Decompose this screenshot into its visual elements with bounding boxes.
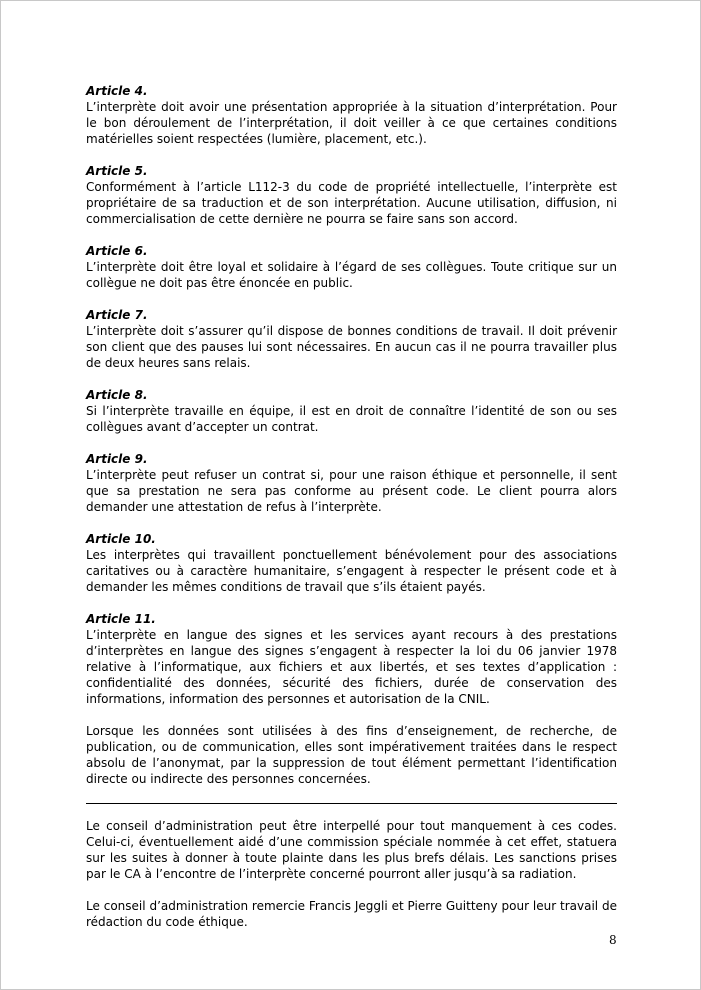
article-paragraph: L’interprète doit avoir une présentation appropriée à la situation d’interprétation. Pour le bon déroulement de l’interprétation, il doit veiller à ce que certaines conditions matérielles soient respectées (lumière, placement, etc.). — [86, 100, 617, 146]
article-paragraph: L’interprète doit être loyal et solidaire à l’égard de ses collègues. Toute critique sur un collègue ne doit pas être énoncée en public. — [86, 260, 617, 290]
article-9 — [86, 451, 617, 515]
document-body — [86, 83, 617, 946]
article-4 — [86, 83, 617, 147]
article-title: Article 6. — [86, 244, 148, 258]
section-divider — [86, 803, 617, 804]
article-title: Article 11. — [86, 612, 156, 626]
article-title: Article 10. — [86, 532, 156, 546]
article-8 — [86, 387, 617, 435]
article-title: Article 9. — [86, 452, 148, 466]
footer-paragraph: Le conseil d’administration peut être interpellé pour tout manquement à ces codes. Celui-ci, éventuellement aidé d’une commission spéciale nommée à cet effet, statuera sur les suites à donner à toute plainte dans les plus brefs délais. Les sanctions prises par le CA à l’encontre de l’interprète concerné pourront aller jusqu’à sa radiation. — [86, 819, 617, 881]
article-5 — [86, 163, 617, 227]
article-paragraph: Lorsque les données sont utilisées à des fins d’enseignement, de recherche, de publication, ou de communication, elles sont impérativement traitées dans le respect absolu de l’anonymat, par la suppression de tout élément permettant l’identification directe ou indirecte des personnes concernées. — [86, 724, 617, 786]
article-10 — [86, 531, 617, 595]
article-title: Article 4. — [86, 84, 148, 98]
article-6 — [86, 243, 617, 291]
article-paragraph: L’interprète peut refuser un contrat si, pour une raison éthique et personnelle, il sent que sa prestation ne sera pas conforme au présent code. Le client pourra alors demander une attestation de refus à l’interprète. — [86, 468, 617, 514]
article-11 — [86, 611, 617, 787]
article-title: Article 7. — [86, 308, 148, 322]
article-paragraph: Si l’interprète travaille en équipe, il est en droit de connaître l’identité de son ou ses collègues avant d’accepter un contrat. — [86, 404, 617, 434]
article-title: Article 5. — [86, 164, 148, 178]
page-number: 8 — [609, 933, 617, 947]
footer-paragraph: Le conseil d’administration remercie Francis Jeggli et Pierre Guitteny pour leur travail de rédaction du code éthique. — [86, 899, 617, 929]
article-paragraph: L’interprète doit s’assurer qu’il dispose de bonnes conditions de travail. Il doit prévenir son client que des pauses lui sont nécessaires. En aucun cas il ne pourra travailler plus de deux heures sans relais. — [86, 324, 617, 370]
article-paragraph: Les interprètes qui travaillent ponctuellement bénévolement pour des associations caritatives ou à caractère humanitaire, s’engagent à respecter le présent code et à demander les mêmes conditions de travail que s’ils étaient payés. — [86, 548, 617, 594]
article-paragraph: Conformément à l’article L112-3 du code de propriété intellectuelle, l’interprète est propriétaire de sa traduction et de son interprétation. Aucune utilisation, diffusion, ni commercialisation de cette dernière ne pourra se faire sans son accord. — [86, 180, 617, 226]
article-paragraph: L’interprète en langue des signes et les services ayant recours à des prestations d’interprètes en langue des signes s’engagent à respecter la loi du 06 janvier 1978 relative à l’informatique, aux fichiers et aux libertés, et ses textes d’application : confidentialité des données, sécurité des fichiers, durée de conservation des informations, information des personnes et autorisation de la CNIL. — [86, 628, 617, 706]
article-title: Article 8. — [86, 388, 148, 402]
article-7 — [86, 307, 617, 371]
